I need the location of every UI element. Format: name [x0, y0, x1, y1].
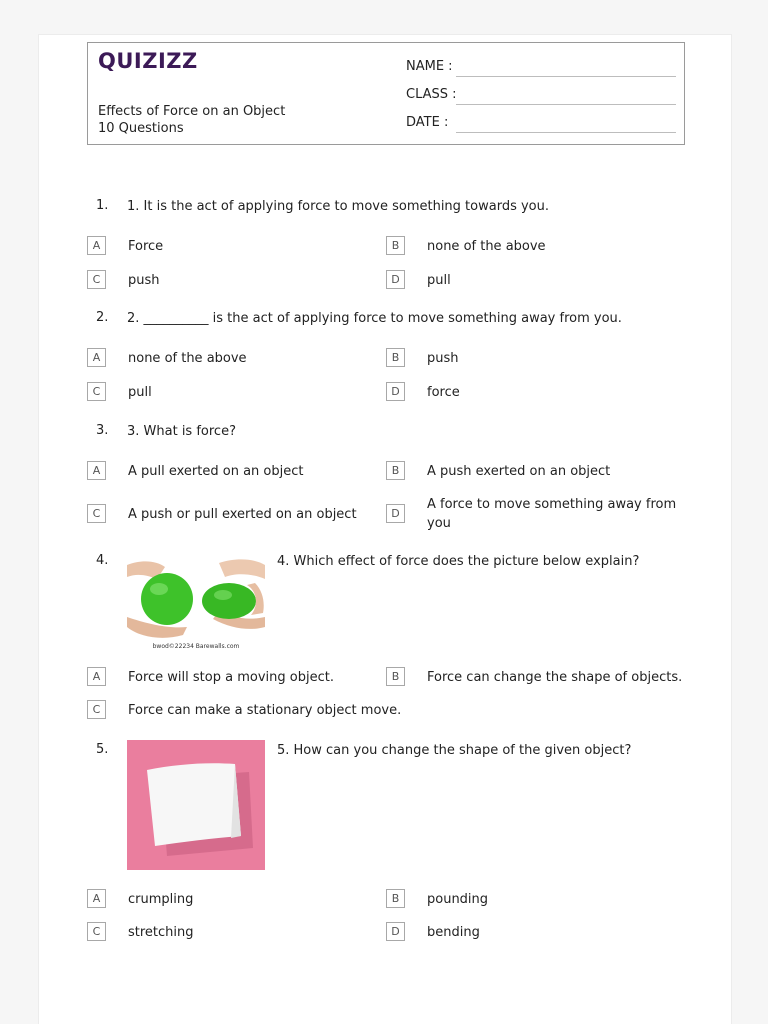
option-letter: B — [386, 667, 405, 686]
option-text: force — [427, 385, 460, 400]
option-letter: D — [386, 922, 405, 941]
paper-sheet-image — [127, 740, 265, 870]
option-letter: B — [386, 348, 405, 367]
option-text: pounding — [427, 892, 489, 907]
question-number: 1. — [96, 198, 109, 213]
date-line — [456, 132, 676, 133]
option-letter: A — [87, 348, 106, 367]
option-letter: A — [87, 889, 106, 908]
option-letter: B — [386, 461, 405, 480]
option-text: A push or pull exerted on an object — [128, 507, 357, 522]
option-text: bending — [427, 925, 480, 940]
image-caption: bwod©22234 Barewalls.com — [152, 643, 240, 650]
class-line — [456, 104, 676, 105]
worksheet-title: Effects of Force on an Object — [98, 104, 286, 119]
worksheet-page — [38, 34, 732, 1024]
worksheet-header — [87, 42, 685, 145]
option-text: push — [427, 351, 459, 366]
question-number: 5. — [96, 742, 109, 757]
question-number: 4. — [96, 553, 109, 568]
option-letter: C — [87, 382, 106, 401]
question-text: 3. What is force? — [127, 424, 236, 439]
option-text: A push exerted on an object — [427, 464, 611, 479]
class-label: CLASS : — [406, 87, 457, 102]
question-number: 2. — [96, 310, 109, 325]
option-letter: C — [87, 700, 106, 719]
date-field[interactable] — [406, 113, 676, 133]
option-letter: C — [87, 504, 106, 523]
option-letter: A — [87, 236, 106, 255]
question-text: 5. How can you change the shape of the given object? — [277, 743, 632, 758]
paper-on-pink-illustration — [127, 740, 265, 870]
question-text: 1. It is the act of applying force to move something towards you. — [127, 199, 549, 214]
hands-squeezing-ball-image — [127, 557, 265, 649]
option-text: pull — [128, 385, 152, 400]
option-text: pull — [427, 273, 451, 288]
option-letter: C — [87, 922, 106, 941]
option-letter: A — [87, 461, 106, 480]
name-line — [456, 76, 676, 77]
ball-squeeze-illustration — [127, 557, 265, 649]
quizizz-logo: QUIZIZZ — [98, 49, 198, 73]
option-text: Force can change the shape of objects. — [427, 670, 683, 685]
option-letter: B — [386, 236, 405, 255]
question-count: 10 Questions — [98, 121, 184, 136]
option-letter: D — [386, 504, 405, 523]
option-text: stretching — [128, 925, 194, 940]
name-label: NAME : — [406, 59, 453, 74]
option-text: crumpling — [128, 892, 194, 907]
option-text: none of the above — [128, 351, 247, 366]
option-letter: A — [87, 667, 106, 686]
option-text: A force to move something away from you — [427, 497, 677, 531]
option-text: Force will stop a moving object. — [128, 670, 334, 685]
question-text: 4. Which effect of force does the picture below explain? — [277, 554, 640, 569]
option-text: A pull exerted on an object — [128, 464, 304, 479]
class-field[interactable] — [406, 85, 676, 105]
option-letter: D — [386, 382, 405, 401]
date-label: DATE : — [406, 115, 449, 130]
option-text: none of the above — [427, 239, 546, 254]
option-text: push — [128, 273, 160, 288]
question-number: 3. — [96, 423, 109, 438]
option-text: Force can make a stationary object move. — [128, 703, 402, 718]
option-letter: B — [386, 889, 405, 908]
name-field[interactable] — [406, 57, 676, 77]
option-letter: C — [87, 270, 106, 289]
option-letter: D — [386, 270, 405, 289]
question-text: 2. __________ is the act of applying force to move something away from you. — [127, 311, 622, 326]
option-text: Force — [128, 239, 164, 254]
